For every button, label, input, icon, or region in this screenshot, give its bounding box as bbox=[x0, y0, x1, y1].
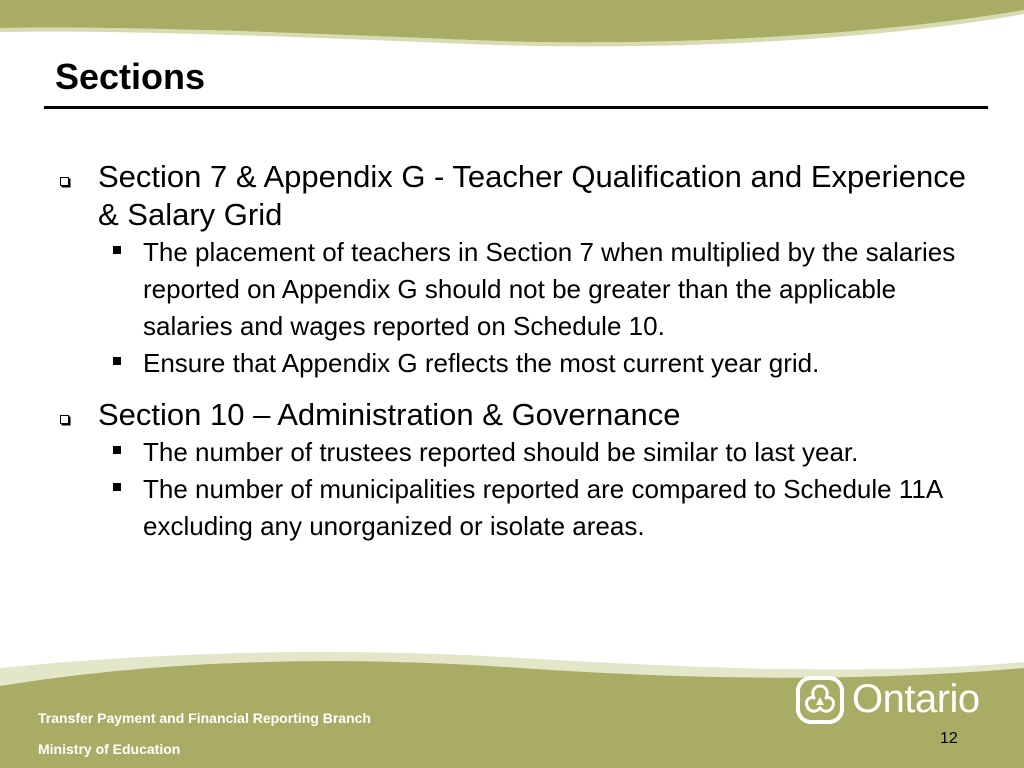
hollow-square-bullet-icon bbox=[60, 415, 69, 424]
bullet-section-10 bbox=[54, 396, 974, 434]
subbullet-trustees bbox=[54, 434, 974, 471]
page-number: 12 bbox=[940, 730, 958, 747]
subbullet-placement bbox=[54, 234, 974, 345]
bullet-text: Section 7 & Appendix G - Teacher Qualification and Experience & Salary Grid bbox=[98, 159, 966, 232]
bullet-text: Section 10 – Administration & Governance bbox=[98, 397, 681, 432]
subbullet-municipalities bbox=[54, 471, 974, 545]
top-band bbox=[0, 0, 1024, 42]
subbullet-text: Ensure that Appendix G reflects the most current year grid. bbox=[143, 348, 820, 378]
footer-ministry: Ministry of Education bbox=[38, 741, 181, 757]
subbullet-text: The number of municipalities reported are compared to Schedule 11A excluding any unorganized or isolate areas. bbox=[143, 474, 942, 541]
slide-body bbox=[54, 158, 974, 545]
ontario-wordmark: Ontario bbox=[852, 677, 980, 721]
square-bullet-icon bbox=[113, 483, 121, 491]
title-divider bbox=[44, 106, 988, 109]
square-bullet-icon bbox=[113, 246, 121, 254]
slide-title: Sections bbox=[55, 56, 206, 97]
bullet-section-7 bbox=[54, 158, 974, 234]
square-bullet-icon bbox=[113, 357, 121, 365]
hollow-square-bullet-icon bbox=[60, 177, 69, 186]
subbullet-text: The placement of teachers in Section 7 when multiplied by the salaries reported on Appendix G should not be greater than the applicable salaries and wages reported on Schedule 10. bbox=[143, 237, 956, 341]
square-bullet-icon bbox=[113, 446, 121, 454]
ontario-logo bbox=[795, 675, 985, 727]
footer-branch: Transfer Payment and Financial Reporting Branch bbox=[38, 710, 371, 726]
subbullet-appendix-g bbox=[54, 345, 974, 382]
ontario-trillium-icon bbox=[795, 675, 845, 725]
subbullet-text: The number of trustees reported should be similar to last year. bbox=[143, 437, 859, 467]
